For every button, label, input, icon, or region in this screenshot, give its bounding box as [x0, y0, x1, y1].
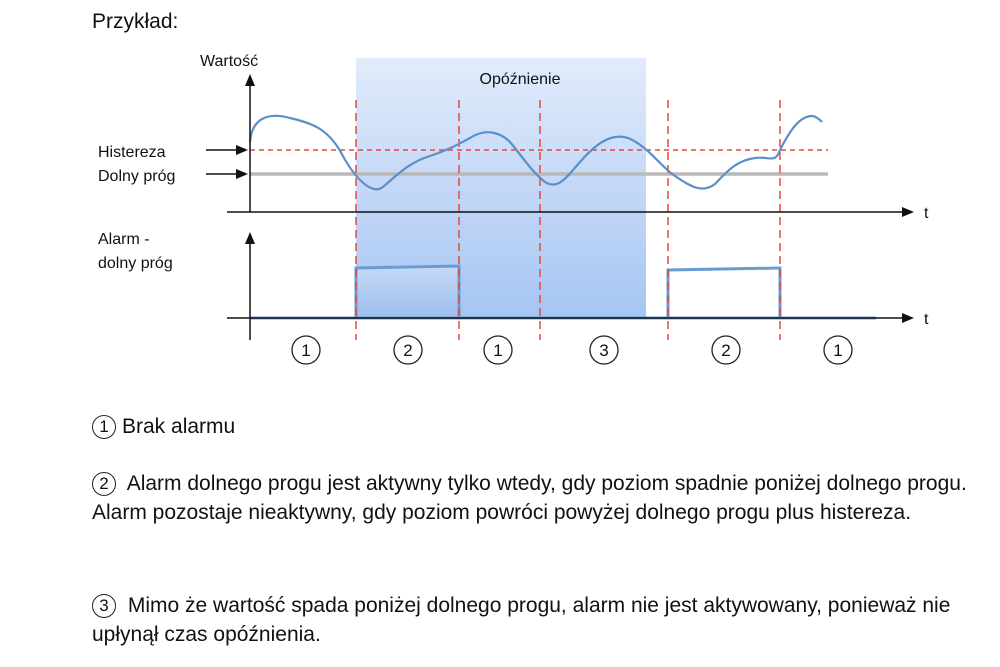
- time-label-bottom: t: [924, 311, 929, 328]
- phase-number: [394, 336, 422, 364]
- example-title: Przykład:: [92, 10, 179, 33]
- phase-number-text: 2: [403, 341, 413, 360]
- delay-label: Opóźnienie: [479, 71, 561, 88]
- low-threshold-label: Dolny próg: [98, 168, 176, 185]
- alarm-pulse-2: [668, 268, 780, 318]
- phase-number-text: 1: [493, 341, 503, 360]
- y-axis-label: Wartość: [200, 53, 259, 70]
- phase-number-text: 2: [721, 341, 731, 360]
- y-axis-bottom-arrow: [245, 232, 255, 244]
- x-axis-bottom-arrow: [902, 313, 914, 323]
- legend-number: 1: [92, 415, 116, 439]
- hysteresis-arrow-head: [236, 145, 248, 155]
- legend-item-3: [92, 591, 972, 649]
- alarm-label-line2: dolny próg: [98, 255, 173, 272]
- legend-item-2: [92, 469, 972, 527]
- phase-number: [824, 336, 852, 364]
- legend-item-1: [92, 412, 972, 441]
- phase-number: [484, 336, 512, 364]
- phase-number: [590, 336, 618, 364]
- threshold-arrow-head: [236, 169, 248, 179]
- time-label-top: t: [924, 205, 929, 222]
- phase-number: [712, 336, 740, 364]
- hysteresis-label: Histereza: [98, 144, 166, 161]
- y-axis-top-arrow: [245, 74, 255, 86]
- phase-number-text: 3: [599, 341, 609, 360]
- phase-number-text: 1: [833, 341, 843, 360]
- phase-number: [292, 336, 320, 364]
- alarm-pulse-1: [356, 266, 459, 318]
- x-axis-top-arrow: [902, 207, 914, 217]
- legend-text: Alarm dolnego progu jest aktywny tylko wtedy, gdy poziom spadnie poniżej dolnego progu. Alarm pozostaje nieaktywny, gdy poziom powróci powyżej dolnego progu plus histereza.: [92, 472, 967, 524]
- legend-number: 3: [92, 594, 116, 618]
- legend-number: 2: [92, 472, 116, 496]
- legend-text: Brak alarmu: [122, 415, 236, 438]
- phase-number-text: 1: [301, 341, 311, 360]
- alarm-label-line1: Alarm -: [98, 231, 150, 248]
- legend-text: Mimo że wartość spada poniżej dolnego progu, alarm nie jest aktywowany, ponieważ nie upłynął czas opóźnienia.: [92, 594, 951, 646]
